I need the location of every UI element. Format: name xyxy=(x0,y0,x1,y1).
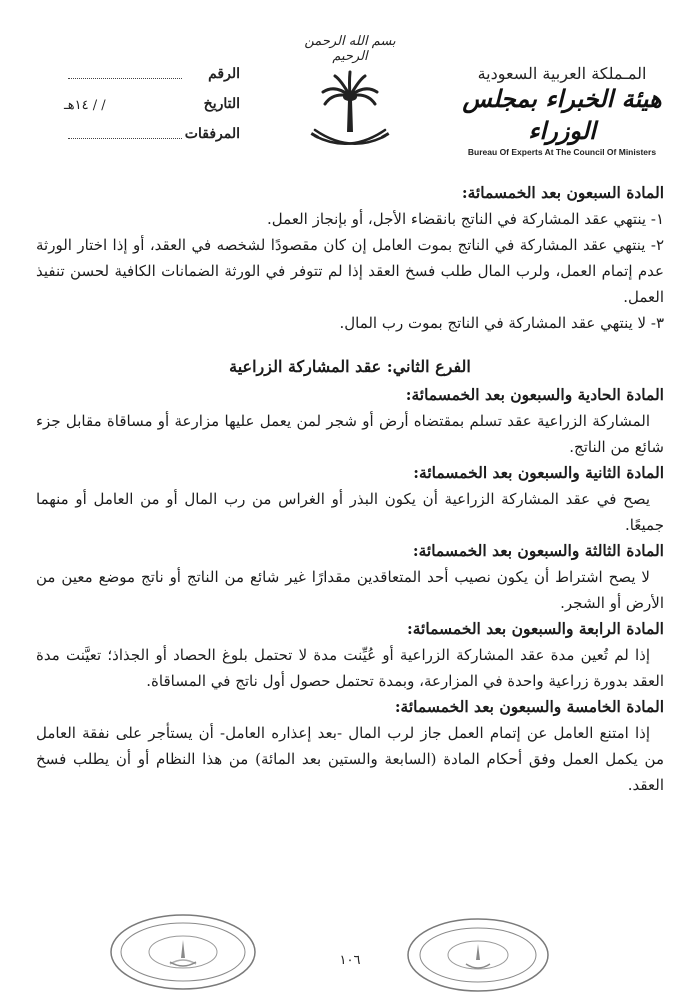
article-570-item-2: ٢- ينتهي عقد المشاركة في الناتج بموت العامل إن كان مقصودًا لشخصه في العقد، أو إذا اختار الورثة عدم إتمام العمل، ولرب المال طلب فسخ العقد إذا لم تتوفر في الورثة الضمانات الكافية لحسن تنفيذ العمل. xyxy=(36,236,664,306)
article-570-item-1: ١- ينتهي عقد المشاركة في الناتج بانقضاء الأجل، أو بإنجاز العمل. xyxy=(267,210,664,228)
palm-swords-emblem-icon xyxy=(305,66,395,156)
official-seal-left-icon xyxy=(108,912,258,992)
page-number: ١٠٦ xyxy=(339,953,361,968)
article-575-heading: المادة الخامسة والسبعون بعد الخمسمائة: xyxy=(394,697,664,716)
article-572-text: يصح في عقد المشاركة الزراعية أن يكون البذر أو الغراس من رب المال أو من العامل أو منهما جميعًا. xyxy=(36,490,664,534)
article-575-text: إذا امتنع العامل عن إتمام العمل جاز لرب المال -بعد إعذاره العامل- أن يستأجر على نفقة العامل من يكمل العمل وفق أحكام المادة (السابعة والستين بعد المائة) من هذا النظام أو أن يطلب فسخ العقد. xyxy=(36,724,664,794)
article-570-item-3: ٣- لا ينتهي عقد المشاركة في الناتج بموت رب المال. xyxy=(339,314,664,332)
article-574-text: إذا لم تُعين مدة عقد المشاركة الزراعية أو عُيِّنت مدة لا تحتمل بلوغ الحصاد أو الجذاذ؛ تعيَّنت مدة العقد بدورة زراعية واحدة في المزارعة، وبمدة تحتمل حصول أول ناتج في المساقاة. xyxy=(36,646,664,690)
organization-header xyxy=(462,64,662,157)
number-field xyxy=(130,66,240,96)
date-field xyxy=(64,96,240,126)
bureau-name-arabic: هيئة الخبراء بمجلس الوزراء xyxy=(462,84,662,145)
article-570-heading: المادة السبعون بعد الخمسمائة: xyxy=(461,183,664,202)
date-template: ١٤هـ / / xyxy=(64,98,106,113)
date-label: التاريخ xyxy=(203,96,240,112)
kingdom-name: المـملكة العربية السعودية xyxy=(477,64,647,83)
section-title: الفرع الثاني: عقد المشاركة الزراعية xyxy=(229,357,471,376)
attachments-field xyxy=(130,126,240,156)
number-line xyxy=(68,78,182,79)
attachments-line xyxy=(68,138,182,139)
document-body xyxy=(36,180,664,798)
bureau-name-english: Bureau Of Experts At The Council Of Ministers xyxy=(467,147,657,157)
article-574-heading: المادة الرابعة والسبعون بعد الخمسمائة: xyxy=(407,619,664,638)
article-573-text: لا يصح اشتراط أن يكون نصيب أحد المتعاقدين مقدارًا غير شائع من الناتج أو ناتج موضع معين من الأرض أو الشجر. xyxy=(36,568,664,612)
article-571-text: المشاركة الزراعية عقد تسلم بمقتضاه أرض أو شجر لمن يعمل عليها مزارعة أو مساقاة مقابل جزء شائع من الناتج. xyxy=(36,412,664,456)
article-571-heading: المادة الحادية والسبعون بعد الخمسمائة: xyxy=(405,385,664,404)
reference-fields xyxy=(64,66,240,156)
article-572-heading: المادة الثانية والسبعون بعد الخمسمائة: xyxy=(413,463,664,482)
official-seal-right-icon xyxy=(406,916,551,994)
emblem-block xyxy=(300,34,400,156)
attachments-label: المرفقات xyxy=(184,126,240,142)
number-label: الرقم xyxy=(208,66,240,82)
article-573-heading: المادة الثالثة والسبعون بعد الخمسمائة: xyxy=(412,541,664,560)
basmala: بسم الله الرحمن الرحيم xyxy=(304,34,396,64)
